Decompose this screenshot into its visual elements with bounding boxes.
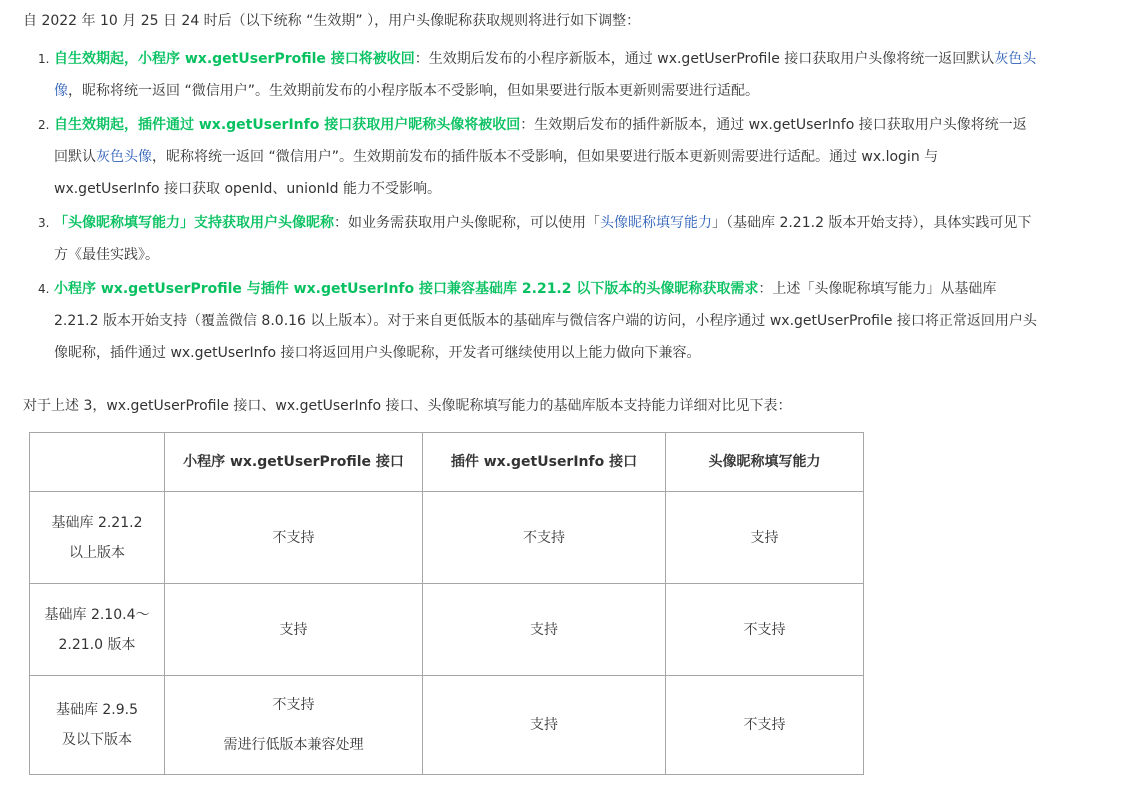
rule-item — [38, 43, 1038, 107]
comparison-table — [29, 432, 864, 775]
table-cell: 支持 — [423, 584, 666, 676]
gray-avatar-link[interactable]: 灰色头像 — [96, 149, 152, 165]
table-cell: 不支持 — [423, 492, 666, 584]
row-label: 基础库 2.21.2 以上版本 — [30, 492, 165, 584]
gray-avatar-link[interactable]: 灰色头像 — [54, 51, 1037, 99]
table-cell: 不支持 — [165, 492, 423, 584]
rule-highlight: 「头像昵称填写能力」支持获取用户头像昵称 — [54, 215, 334, 231]
rule-text: ：如业务需获取用户头像昵称，可以使用「 — [334, 215, 600, 231]
table-cell: 不支持 — [666, 676, 864, 775]
avatar-nickname-fill-link[interactable]: 头像昵称填写能力 — [600, 215, 712, 231]
table-cell: 支持 — [165, 584, 423, 676]
rule-item — [38, 273, 1038, 369]
table-cell: 支持 — [666, 492, 864, 584]
rule-text: ，昵称将统一返回 “微信用户”。生效期前发布的插件版本不受影响，但如果要进行版本更新则需要进行适配。通过 wx.login 与 wx.getUserInfo 接口获取 openId、unionId 能力不受影响。 — [54, 149, 939, 197]
rule-text: 」（基础库 2.21.2 版本开始支持），具体实践可见下方《最佳实践》。 — [54, 215, 1032, 263]
table-header-row — [30, 433, 864, 492]
rule-number: 1. — [38, 52, 50, 66]
rule-item — [38, 109, 1038, 205]
compat-note: 需进行低版本兼容处理 — [223, 737, 364, 753]
rule-text: ：上述「头像昵称填写能力」从基础库 2.21.2 版本开始支持（覆盖微信 8.0.16 以上版本）。对于来自更低版本的基础库与微信客户端的访问，小程序通过 wx.getUserProfile 接口将正常返回用户头像昵称，插件通过 wx.getUserInfo 接口将返回用户头像昵称，开发者可继续使用以上能力做向下兼容。 — [54, 281, 1037, 361]
table-row — [30, 584, 864, 676]
header-getuserprofile: 小程序 wx.getUserProfile 接口 — [165, 433, 423, 492]
header-getuserinfo: 插件 wx.getUserInfo 接口 — [423, 433, 666, 492]
rules-list — [38, 43, 1038, 371]
row-label: 基础库 2.10.4～ 2.21.0 版本 — [30, 584, 165, 676]
header-empty — [30, 433, 165, 492]
rule-number: 4. — [38, 282, 50, 296]
rule-text: ：生效期后发布的小程序新版本，通过 wx.getUserProfile 接口获取用户头像将统一返回默认 — [414, 51, 995, 67]
rule-number: 2. — [38, 118, 50, 132]
rule-highlight: 自生效期起，插件通过 wx.getUserInfo 接口获取用户昵称头像将被收回 — [54, 117, 521, 133]
table-intro: 对于上述 3，wx.getUserProfile 接口、wx.getUserInfo 接口、头像昵称填写能力的基础库版本支持能力详细对比见下表： — [23, 398, 792, 414]
intro-paragraph: 自 2022 年 10 月 25 日 24 时后（以下统称 “生效期” ），用户头像昵称获取规则将进行如下调整： — [23, 13, 641, 29]
table-cell: 支持 — [423, 676, 666, 775]
rule-number: 3. — [38, 216, 50, 230]
rule-text: ，昵称将统一返回 “微信用户”。生效期前发布的小程序版本不受影响，但如果要进行版本更新则需要进行适配。 — [68, 83, 759, 99]
header-fill-ability: 头像昵称填写能力 — [666, 433, 864, 492]
table-cell: 不支持 需进行低版本兼容处理 — [165, 676, 423, 775]
rule-text: ：生效期后发布的插件新版本，通过 wx.getUserInfo 接口获取用户头像将统一返回默认 — [54, 117, 1027, 165]
table-row — [30, 492, 864, 584]
table-cell: 不支持 — [666, 584, 864, 676]
rule-highlight: 小程序 wx.getUserProfile 与插件 wx.getUserInfo 接口兼容基础库 2.21.2 以下版本的头像昵称获取需求 — [54, 281, 759, 297]
row-label: 基础库 2.9.5 及以下版本 — [30, 676, 165, 775]
table-row — [30, 676, 864, 775]
rule-highlight: 自生效期起，小程序 wx.getUserProfile 接口将被收回 — [54, 51, 415, 67]
rule-item — [38, 207, 1038, 271]
